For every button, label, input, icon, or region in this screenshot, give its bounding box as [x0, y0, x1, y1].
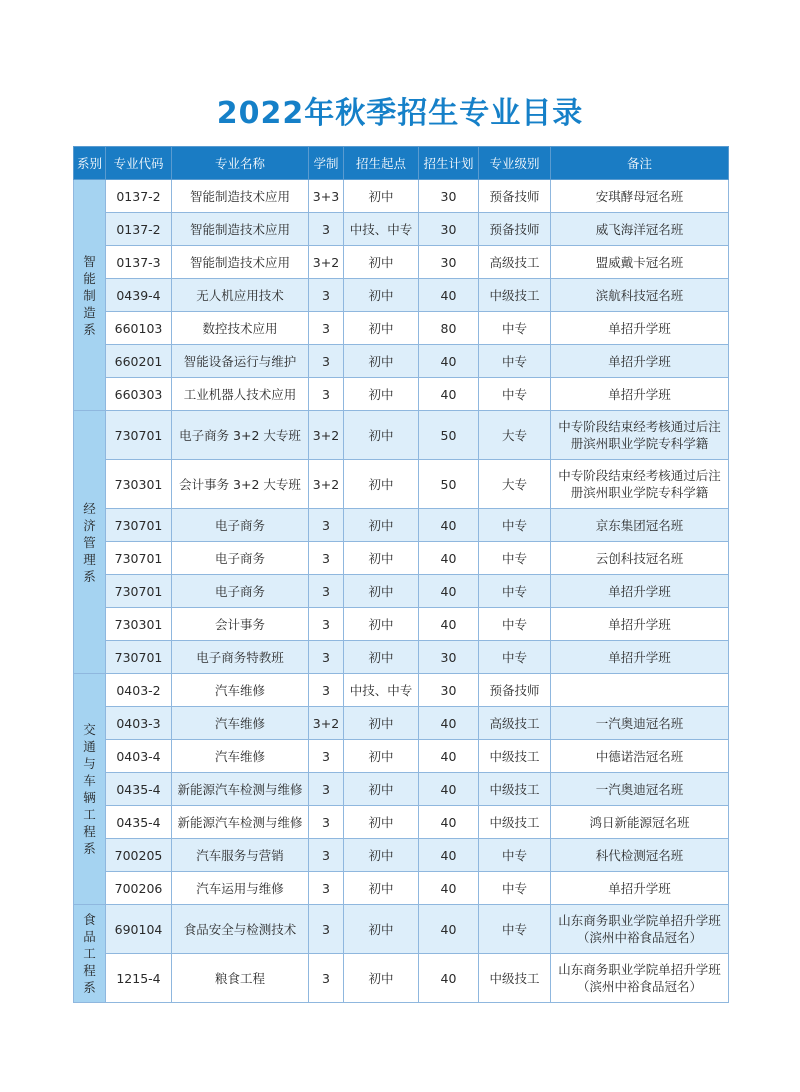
table-row: [74, 806, 729, 839]
years-cell: 3: [309, 641, 344, 674]
code-cell: 730301: [106, 460, 172, 509]
code-cell: 0137-3: [106, 246, 172, 279]
start-cell: 初中: [344, 345, 419, 378]
name-cell: 智能设备运行与维护: [172, 345, 309, 378]
table-row: [74, 641, 729, 674]
start-cell: 初中: [344, 740, 419, 773]
table-row: [74, 872, 729, 905]
name-cell: 会计事务 3+2 大专班: [172, 460, 309, 509]
years-cell: 3: [309, 312, 344, 345]
level-cell: 中级技工: [479, 773, 551, 806]
name-cell: 电子商务: [172, 542, 309, 575]
start-cell: 初中: [344, 180, 419, 213]
level-cell: 中专: [479, 872, 551, 905]
years-cell: 3+2: [309, 411, 344, 460]
table-row: [74, 707, 729, 740]
level-cell: 中专: [479, 608, 551, 641]
name-cell: 智能制造技术应用: [172, 213, 309, 246]
header-years: 学制: [309, 147, 344, 180]
plan-cell: 40: [419, 542, 479, 575]
level-cell: 中级技工: [479, 806, 551, 839]
note-cell: 中德诺浩冠名班: [551, 740, 729, 773]
note-cell: 单招升学班: [551, 608, 729, 641]
table-row: [74, 213, 729, 246]
code-cell: 730701: [106, 641, 172, 674]
level-cell: 中级技工: [479, 279, 551, 312]
years-cell: 3: [309, 905, 344, 954]
name-cell: 电子商务: [172, 575, 309, 608]
plan-cell: 40: [419, 378, 479, 411]
code-cell: 730701: [106, 575, 172, 608]
note-cell: 单招升学班: [551, 575, 729, 608]
code-cell: 730301: [106, 608, 172, 641]
name-cell: 智能制造技术应用: [172, 246, 309, 279]
name-cell: 汽车维修: [172, 740, 309, 773]
plan-cell: 40: [419, 345, 479, 378]
level-cell: 中专: [479, 542, 551, 575]
years-cell: 3: [309, 279, 344, 312]
note-cell: 中专阶段结束经考核通过后注册滨州职业学院专科学籍: [551, 411, 729, 460]
years-cell: 3: [309, 345, 344, 378]
note-cell: 盟威戴卡冠名班: [551, 246, 729, 279]
note-cell: 中专阶段结束经考核通过后注册滨州职业学院专科学籍: [551, 460, 729, 509]
start-cell: 初中: [344, 773, 419, 806]
plan-cell: 40: [419, 740, 479, 773]
table-row: [74, 411, 729, 460]
plan-cell: 40: [419, 279, 479, 312]
table-row: [74, 378, 729, 411]
code-cell: 690104: [106, 905, 172, 954]
start-cell: 初中: [344, 509, 419, 542]
plan-cell: 40: [419, 839, 479, 872]
start-cell: 初中: [344, 707, 419, 740]
name-cell: 电子商务特教班: [172, 641, 309, 674]
code-cell: 730701: [106, 542, 172, 575]
start-cell: 初中: [344, 839, 419, 872]
start-cell: 初中: [344, 575, 419, 608]
table-row: [74, 460, 729, 509]
level-cell: 中专: [479, 641, 551, 674]
note-cell: 科代检测冠名班: [551, 839, 729, 872]
dept-label: 智 能 制 造 系: [83, 253, 96, 337]
note-cell: 威飞海洋冠名班: [551, 213, 729, 246]
level-cell: 中专: [479, 575, 551, 608]
start-cell: 中技、中专: [344, 213, 419, 246]
years-cell: 3: [309, 542, 344, 575]
name-cell: 汽车服务与营销: [172, 839, 309, 872]
table-row: [74, 954, 729, 1003]
note-cell: 单招升学班: [551, 345, 729, 378]
name-cell: 会计事务: [172, 608, 309, 641]
plan-cell: 40: [419, 905, 479, 954]
table-row: [74, 575, 729, 608]
code-cell: 0439-4: [106, 279, 172, 312]
years-cell: 3: [309, 773, 344, 806]
start-cell: 初中: [344, 542, 419, 575]
dept-cell: [74, 180, 106, 411]
table-header-row: [74, 147, 729, 180]
start-cell: 初中: [344, 312, 419, 345]
table-row: [74, 905, 729, 954]
name-cell: 无人机应用技术: [172, 279, 309, 312]
header-code: 专业代码: [106, 147, 172, 180]
code-cell: 700206: [106, 872, 172, 905]
level-cell: 中级技工: [479, 740, 551, 773]
code-cell: 0137-2: [106, 213, 172, 246]
plan-cell: 30: [419, 674, 479, 707]
years-cell: 3: [309, 954, 344, 1003]
start-cell: 初中: [344, 279, 419, 312]
level-cell: 中专: [479, 509, 551, 542]
code-cell: 0403-2: [106, 674, 172, 707]
note-cell: [551, 674, 729, 707]
plan-cell: 40: [419, 872, 479, 905]
enrollment-table: [73, 146, 729, 1003]
level-cell: 预备技师: [479, 213, 551, 246]
code-cell: 660103: [106, 312, 172, 345]
plan-cell: 40: [419, 806, 479, 839]
dept-label: 经 济 管 理 系: [83, 500, 96, 584]
note-cell: 云创科技冠名班: [551, 542, 729, 575]
level-cell: 预备技师: [479, 674, 551, 707]
name-cell: 汽车维修: [172, 707, 309, 740]
plan-cell: 30: [419, 641, 479, 674]
table-row: [74, 740, 729, 773]
level-cell: 中专: [479, 378, 551, 411]
table-row: [74, 773, 729, 806]
header-level: 专业级别: [479, 147, 551, 180]
plan-cell: 50: [419, 411, 479, 460]
start-cell: 中技、中专: [344, 674, 419, 707]
level-cell: 中专: [479, 839, 551, 872]
years-cell: 3: [309, 608, 344, 641]
start-cell: 初中: [344, 246, 419, 279]
table-row: [74, 279, 729, 312]
note-cell: 一汽奥迪冠名班: [551, 773, 729, 806]
plan-cell: 40: [419, 575, 479, 608]
dept-label: 食 品 工 程 系: [83, 912, 96, 995]
header-note: 备注: [551, 147, 729, 180]
level-cell: 大专: [479, 411, 551, 460]
level-cell: 中专: [479, 345, 551, 378]
code-cell: 700205: [106, 839, 172, 872]
start-cell: 初中: [344, 641, 419, 674]
table-body: [74, 180, 729, 1003]
level-cell: 大专: [479, 460, 551, 509]
name-cell: 新能源汽车检测与维修: [172, 773, 309, 806]
code-cell: 730701: [106, 509, 172, 542]
start-cell: 初中: [344, 460, 419, 509]
start-cell: 初中: [344, 905, 419, 954]
name-cell: 食品安全与检测技术: [172, 905, 309, 954]
note-cell: 京东集团冠名班: [551, 509, 729, 542]
code-cell: 1215-4: [106, 954, 172, 1003]
years-cell: 3: [309, 575, 344, 608]
dept-cell: [74, 411, 106, 674]
code-cell: 0403-4: [106, 740, 172, 773]
dept-cell: [74, 674, 106, 905]
start-cell: 初中: [344, 608, 419, 641]
name-cell: 数控技术应用: [172, 312, 309, 345]
years-cell: 3: [309, 740, 344, 773]
plan-cell: 30: [419, 246, 479, 279]
table-row: [74, 542, 729, 575]
note-cell: 单招升学班: [551, 378, 729, 411]
plan-cell: 50: [419, 460, 479, 509]
start-cell: 初中: [344, 872, 419, 905]
table-row: [74, 246, 729, 279]
plan-cell: 40: [419, 773, 479, 806]
level-cell: 预备技师: [479, 180, 551, 213]
code-cell: 660201: [106, 345, 172, 378]
table-row: [74, 345, 729, 378]
level-cell: 中专: [479, 905, 551, 954]
plan-cell: 40: [419, 509, 479, 542]
years-cell: 3+3: [309, 180, 344, 213]
header-plan: 招生计划: [419, 147, 479, 180]
table-row: [74, 312, 729, 345]
plan-cell: 40: [419, 954, 479, 1003]
code-cell: 730701: [106, 411, 172, 460]
code-cell: 0137-2: [106, 180, 172, 213]
plan-cell: 40: [419, 707, 479, 740]
page-title: 2022年秋季招生专业目录: [216, 96, 584, 131]
table-row: [74, 608, 729, 641]
code-cell: 0403-3: [106, 707, 172, 740]
start-cell: 初中: [344, 954, 419, 1003]
note-cell: 鸿日新能源冠名班: [551, 806, 729, 839]
name-cell: 电子商务: [172, 509, 309, 542]
dept-label: 交 通 与 车 辆 工 程 系: [83, 722, 96, 856]
dept-cell: [74, 905, 106, 1003]
years-cell: 3: [309, 872, 344, 905]
years-cell: 3: [309, 839, 344, 872]
level-cell: 高级技工: [479, 707, 551, 740]
years-cell: 3+2: [309, 246, 344, 279]
note-cell: 安琪酵母冠名班: [551, 180, 729, 213]
start-cell: 初中: [344, 378, 419, 411]
start-cell: 初中: [344, 411, 419, 460]
name-cell: 电子商务 3+2 大专班: [172, 411, 309, 460]
header-name: 专业名称: [172, 147, 309, 180]
note-cell: 山东商务职业学院单招升学班（滨州中裕食品冠名）: [551, 905, 729, 954]
name-cell: 工业机器人技术应用: [172, 378, 309, 411]
years-cell: 3: [309, 509, 344, 542]
header-start: 招生起点: [344, 147, 419, 180]
plan-cell: 80: [419, 312, 479, 345]
header-dept: 系别: [74, 147, 106, 180]
table-row: [74, 674, 729, 707]
note-cell: 单招升学班: [551, 641, 729, 674]
note-cell: 单招升学班: [551, 312, 729, 345]
level-cell: 中专: [479, 312, 551, 345]
table-row: [74, 180, 729, 213]
plan-cell: 40: [419, 608, 479, 641]
name-cell: 汽车维修: [172, 674, 309, 707]
name-cell: 汽车运用与维修: [172, 872, 309, 905]
table-row: [74, 509, 729, 542]
years-cell: 3: [309, 213, 344, 246]
note-cell: 山东商务职业学院单招升学班（滨州中裕食品冠名）: [551, 954, 729, 1003]
note-cell: 一汽奥迪冠名班: [551, 707, 729, 740]
plan-cell: 30: [419, 213, 479, 246]
code-cell: 0435-4: [106, 773, 172, 806]
years-cell: 3: [309, 674, 344, 707]
code-cell: 0435-4: [106, 806, 172, 839]
name-cell: 智能制造技术应用: [172, 180, 309, 213]
note-cell: 滨航科技冠名班: [551, 279, 729, 312]
level-cell: 中级技工: [479, 954, 551, 1003]
years-cell: 3: [309, 378, 344, 411]
level-cell: 高级技工: [479, 246, 551, 279]
start-cell: 初中: [344, 806, 419, 839]
name-cell: 新能源汽车检测与维修: [172, 806, 309, 839]
years-cell: 3: [309, 806, 344, 839]
table-row: [74, 839, 729, 872]
plan-cell: 30: [419, 180, 479, 213]
name-cell: 粮食工程: [172, 954, 309, 1003]
note-cell: 单招升学班: [551, 872, 729, 905]
years-cell: 3+2: [309, 460, 344, 509]
code-cell: 660303: [106, 378, 172, 411]
years-cell: 3+2: [309, 707, 344, 740]
